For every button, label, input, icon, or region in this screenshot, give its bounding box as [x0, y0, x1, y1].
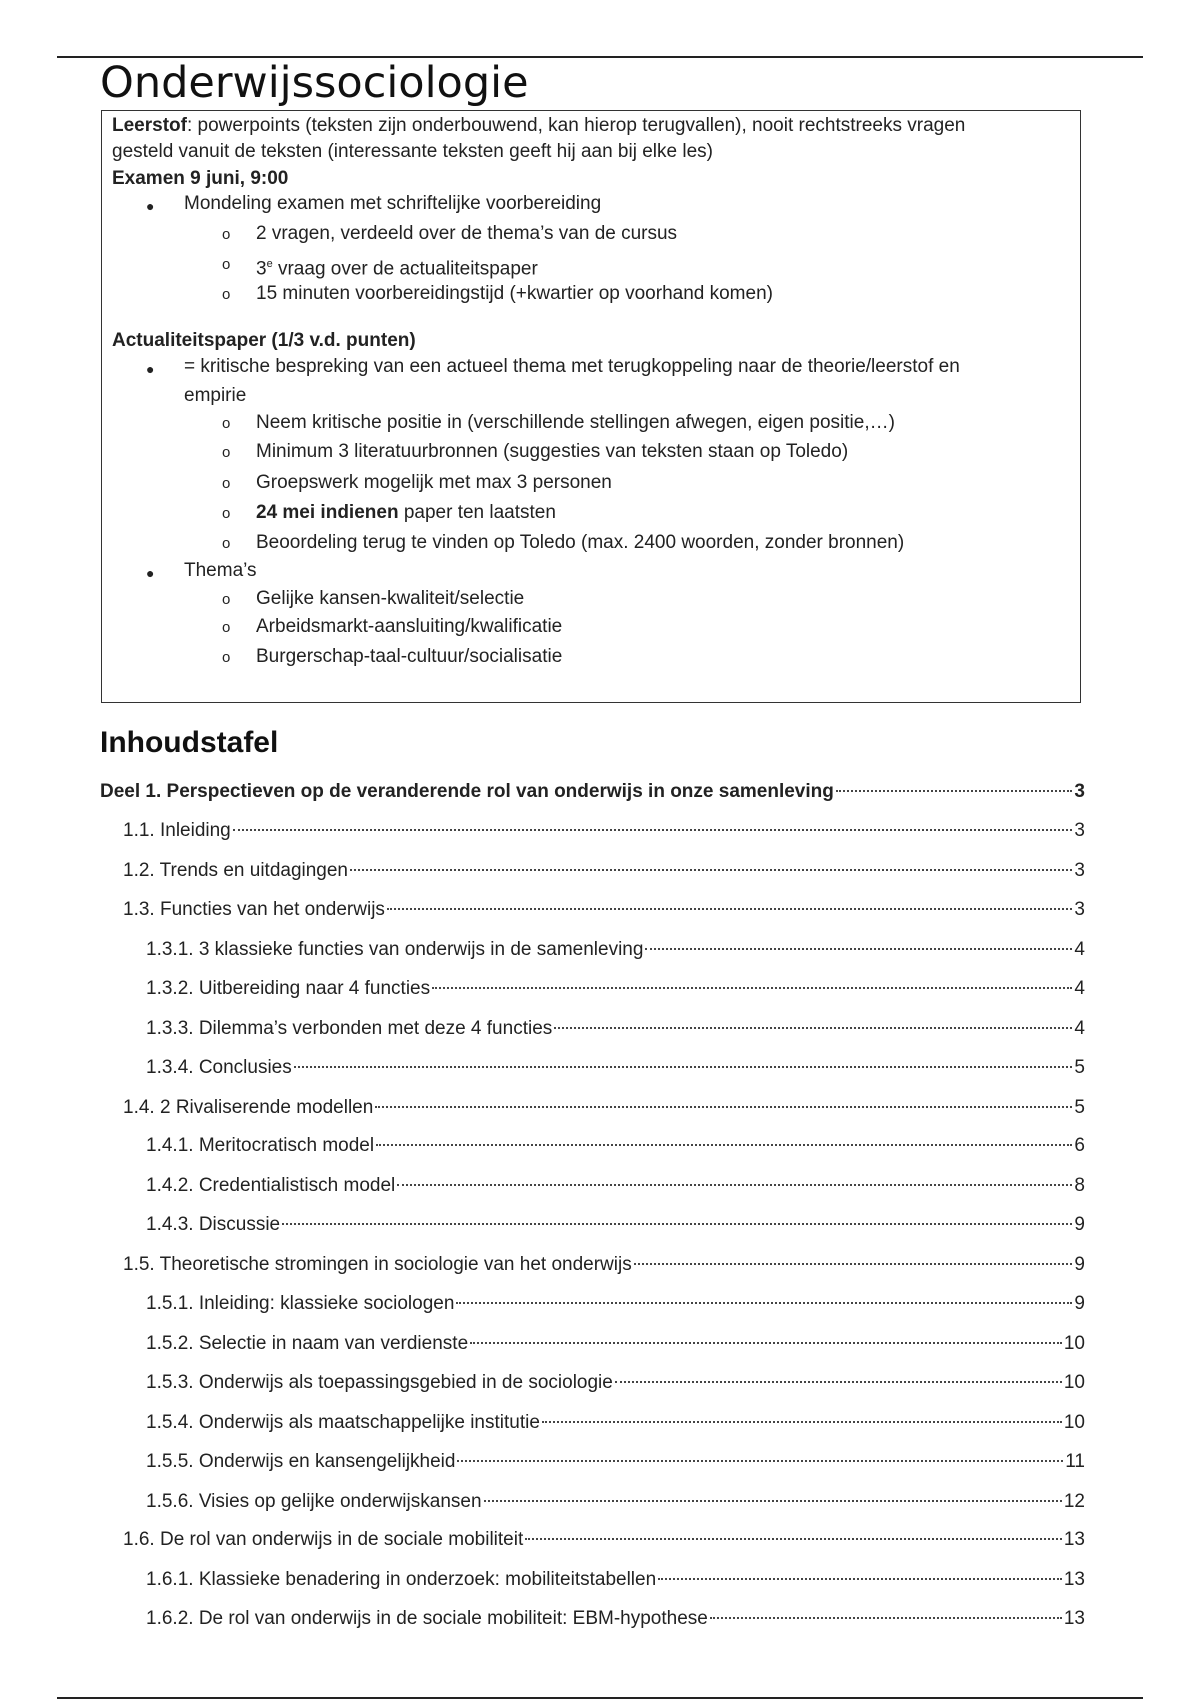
circle-bullet-icon: o	[222, 286, 231, 303]
toc-page-number: 9	[1074, 1254, 1085, 1275]
toc-page-number: 4	[1074, 939, 1085, 960]
toc-entry-title: 1.5.4. Onderwijs als maatschappelijke institutie	[146, 1412, 540, 1433]
bullet-icon: ●	[146, 361, 155, 377]
leerstof-text: : powerpoints (teksten zijn onderbouwend, kan hierop terugvallen), nooit rechtstreeks vragen	[186, 115, 966, 136]
toc-entry[interactable]	[123, 1096, 1085, 1120]
toc-leader	[397, 1184, 1072, 1186]
toc-leader	[525, 1538, 1062, 1540]
toc-leader	[432, 987, 1072, 989]
page-title: Onderwijssociologie	[100, 58, 529, 108]
bullet-icon: ●	[146, 565, 155, 581]
circle-bullet-icon: o	[222, 415, 231, 432]
toc-entry-title: Deel 1. Perspectieven op de veranderende rol van onderwijs in onze samenleving	[100, 781, 834, 802]
toc-entry[interactable]	[146, 1411, 1085, 1435]
leerstof-line-1	[112, 113, 965, 139]
exam-sub-1: 2 vragen, verdeeld over de thema’s van de cursus	[256, 223, 678, 244]
circle-bullet-icon: o	[222, 475, 231, 492]
toc-leader	[710, 1617, 1062, 1619]
toc-entry-title: 1.3.3. Dilemma’s verbonden met deze 4 functies	[146, 1018, 553, 1039]
toc-leader	[634, 1263, 1073, 1265]
toc-page-number: 9	[1074, 1293, 1085, 1314]
exam-heading: Examen 9 juni, 9:00	[112, 168, 289, 189]
exam-sub-2-text: vraag over de actualiteitspaper	[272, 258, 538, 280]
toc-entry-title: 1.5.3. Onderwijs als toepassingsgebied in de sociologie	[146, 1372, 613, 1393]
paper-heading: Actualiteitspaper (1/3 v.d. punten)	[112, 330, 416, 351]
toc-page-number: 10	[1063, 1372, 1085, 1393]
toc-entry-title: 1.5. Theoretische stromingen in sociologie van het onderwijs	[123, 1254, 632, 1275]
toc-page-number: 13	[1063, 1529, 1085, 1550]
toc-entry-title: 1.3.1. 3 klassieke functies van onderwijs in de samenleving	[146, 939, 644, 960]
toc-leader	[350, 869, 1072, 871]
course-info-box	[101, 110, 1081, 703]
toc-leader	[282, 1223, 1072, 1225]
toc-page-number: 13	[1063, 1569, 1085, 1590]
circle-bullet-icon: o	[222, 619, 231, 636]
deadline-rest: paper ten laatsten	[398, 502, 556, 523]
toc-entry[interactable]	[146, 1017, 1085, 1041]
toc-entry-title: 1.2. Trends en uitdagingen	[123, 860, 349, 881]
toc-entry-title: 1.4. 2 Rivaliserende modellen	[123, 1097, 374, 1118]
toc-page-number: 5	[1074, 1057, 1085, 1078]
toc-entry[interactable]	[146, 1371, 1085, 1395]
toc-entry[interactable]	[146, 1332, 1085, 1356]
toc-entry[interactable]	[146, 1174, 1085, 1198]
deadline-text: 24 mei indienen	[256, 502, 399, 523]
circle-bullet-icon: o	[222, 444, 231, 461]
toc-entry-title: 1.5.1. Inleiding: klassieke sociologen	[146, 1293, 455, 1314]
exam-sub-2-number: 3	[256, 258, 267, 280]
toc-page-number: 12	[1063, 1491, 1085, 1512]
toc-page-number: 8	[1074, 1175, 1085, 1196]
circle-bullet-icon: o	[222, 256, 231, 273]
toc-leader	[542, 1421, 1062, 1423]
toc-entry[interactable]	[123, 819, 1085, 843]
paper-sub-4	[256, 500, 556, 526]
toc-leader	[645, 948, 1072, 950]
toc-entry[interactable]	[146, 938, 1085, 962]
toc-entry[interactable]	[123, 859, 1085, 883]
toc-entry[interactable]	[146, 977, 1085, 1001]
toc-page-number: 11	[1065, 1451, 1085, 1472]
toc-leader	[294, 1066, 1073, 1068]
toc-entry[interactable]	[146, 1056, 1085, 1080]
theme-3: Burgerschap-taal-cultuur/socialisatie	[256, 646, 563, 667]
toc-entry-title: 1.5.2. Selectie in naam van verdienste	[146, 1333, 469, 1354]
toc-page-number: 4	[1074, 978, 1085, 999]
circle-bullet-icon: o	[222, 226, 231, 243]
toc-leader	[470, 1342, 1062, 1344]
toc-leader	[233, 829, 1073, 831]
toc-page-number: 3	[1074, 860, 1085, 881]
toc-page-number: 13	[1063, 1608, 1085, 1629]
toc-leader	[658, 1578, 1062, 1580]
toc-leader	[457, 1460, 1063, 1462]
toc-heading: Inhoudstafel	[100, 726, 279, 759]
toc-entry-title: 1.6.1. Klassieke benadering in onderzoek: mobiliteitstabellen	[146, 1569, 657, 1590]
leerstof-line-2: gesteld vanuit de teksten (interessante teksten geeft hij aan bij elke les)	[112, 141, 713, 162]
exam-sub-2-sup: e	[266, 258, 273, 270]
circle-bullet-icon: o	[222, 591, 231, 608]
toc-leader	[554, 1027, 1072, 1029]
toc-entry[interactable]	[146, 1292, 1085, 1316]
circle-bullet-icon: o	[222, 535, 231, 552]
bullet-icon: ●	[146, 198, 155, 214]
toc-leader	[387, 908, 1073, 910]
toc-entry[interactable]	[100, 780, 1085, 804]
toc-page-number: 5	[1074, 1097, 1085, 1118]
toc-page-number: 3	[1074, 899, 1085, 920]
toc-page-number: 4	[1074, 1018, 1085, 1039]
toc-entry-title: 1.6.2. De rol van onderwijs in de sociale mobiliteit: EBM-hypothese	[146, 1608, 708, 1629]
circle-bullet-icon: o	[222, 649, 231, 666]
toc-entry-title: 1.5.6. Visies op gelijke onderwijskansen	[146, 1491, 482, 1512]
paper-bullet-1b: empirie	[184, 385, 247, 406]
toc-entry-title: 1.6. De rol van onderwijs in de sociale mobiliteit	[123, 1529, 524, 1550]
exam-sub-3: 15 minuten voorbereidingstijd (+kwartier op voorhand komen)	[256, 283, 773, 304]
toc-page-number: 10	[1063, 1333, 1085, 1354]
toc-page-number: 3	[1074, 820, 1085, 841]
toc-entry[interactable]	[146, 1213, 1085, 1237]
paper-sub-2: Minimum 3 literatuurbronnen (suggesties van teksten staan op Toledo)	[256, 441, 849, 462]
themes-bullet: Thema’s	[184, 560, 257, 581]
theme-1: Gelijke kansen-kwaliteit/selectie	[256, 588, 525, 609]
toc-entry[interactable]	[146, 1450, 1085, 1474]
toc-entry[interactable]	[146, 1134, 1085, 1158]
toc-entry-title: 1.1. Inleiding	[123, 820, 231, 841]
toc-entry-title: 1.4.3. Discussie	[146, 1214, 281, 1235]
circle-bullet-icon: o	[222, 505, 231, 522]
exam-sub-2	[256, 251, 538, 282]
toc-leader	[836, 790, 1073, 792]
toc-leader	[376, 1144, 1072, 1146]
toc-entry[interactable]	[146, 1490, 1085, 1514]
toc-page-number: 10	[1063, 1412, 1085, 1433]
toc-leader	[484, 1500, 1062, 1502]
toc-entry-title: 1.3.4. Conclusies	[146, 1057, 292, 1078]
theme-2: Arbeidsmarkt-aansluiting/kwalificatie	[256, 616, 563, 637]
toc-page-number: 6	[1074, 1135, 1085, 1156]
paper-sub-5: Beoordeling terug te vinden op Toledo (max. 2400 woorden, zonder bronnen)	[256, 532, 905, 553]
toc-page-number: 3	[1074, 781, 1085, 802]
toc-entry[interactable]	[146, 1568, 1085, 1592]
toc-entry-title: 1.3. Functies van het onderwijs	[123, 899, 385, 920]
toc-entry-title: 1.4.1. Meritocratisch model	[146, 1135, 375, 1156]
paper-sub-1: Neem kritische positie in (verschillende stellingen afwegen, eigen positie,…)	[256, 412, 895, 433]
toc-leader	[375, 1106, 1072, 1108]
toc-entry-title: 1.5.5. Onderwijs en kansengelijkheid	[146, 1451, 456, 1472]
toc-entry[interactable]	[123, 898, 1085, 922]
toc-entry[interactable]	[123, 1528, 1085, 1552]
toc-entry[interactable]	[146, 1607, 1085, 1631]
leerstof-label: Leerstof	[112, 115, 187, 136]
toc-leader	[456, 1302, 1072, 1304]
toc-entry-title: 1.3.2. Uitbereiding naar 4 functies	[146, 978, 431, 999]
toc-page-number: 9	[1074, 1214, 1085, 1235]
bottom-rule	[57, 1697, 1143, 1699]
toc-entry[interactable]	[123, 1253, 1085, 1277]
toc-leader	[615, 1381, 1062, 1383]
exam-bullet: Mondeling examen met schriftelijke voorbereiding	[184, 193, 602, 214]
paper-sub-3: Groepswerk mogelijk met max 3 personen	[256, 472, 612, 493]
toc-entry-title: 1.4.2. Credentialistisch model	[146, 1175, 396, 1196]
paper-bullet-1: = kritische bespreking van een actueel thema met terugkoppeling naar de theorie/leerstof en	[184, 356, 960, 377]
